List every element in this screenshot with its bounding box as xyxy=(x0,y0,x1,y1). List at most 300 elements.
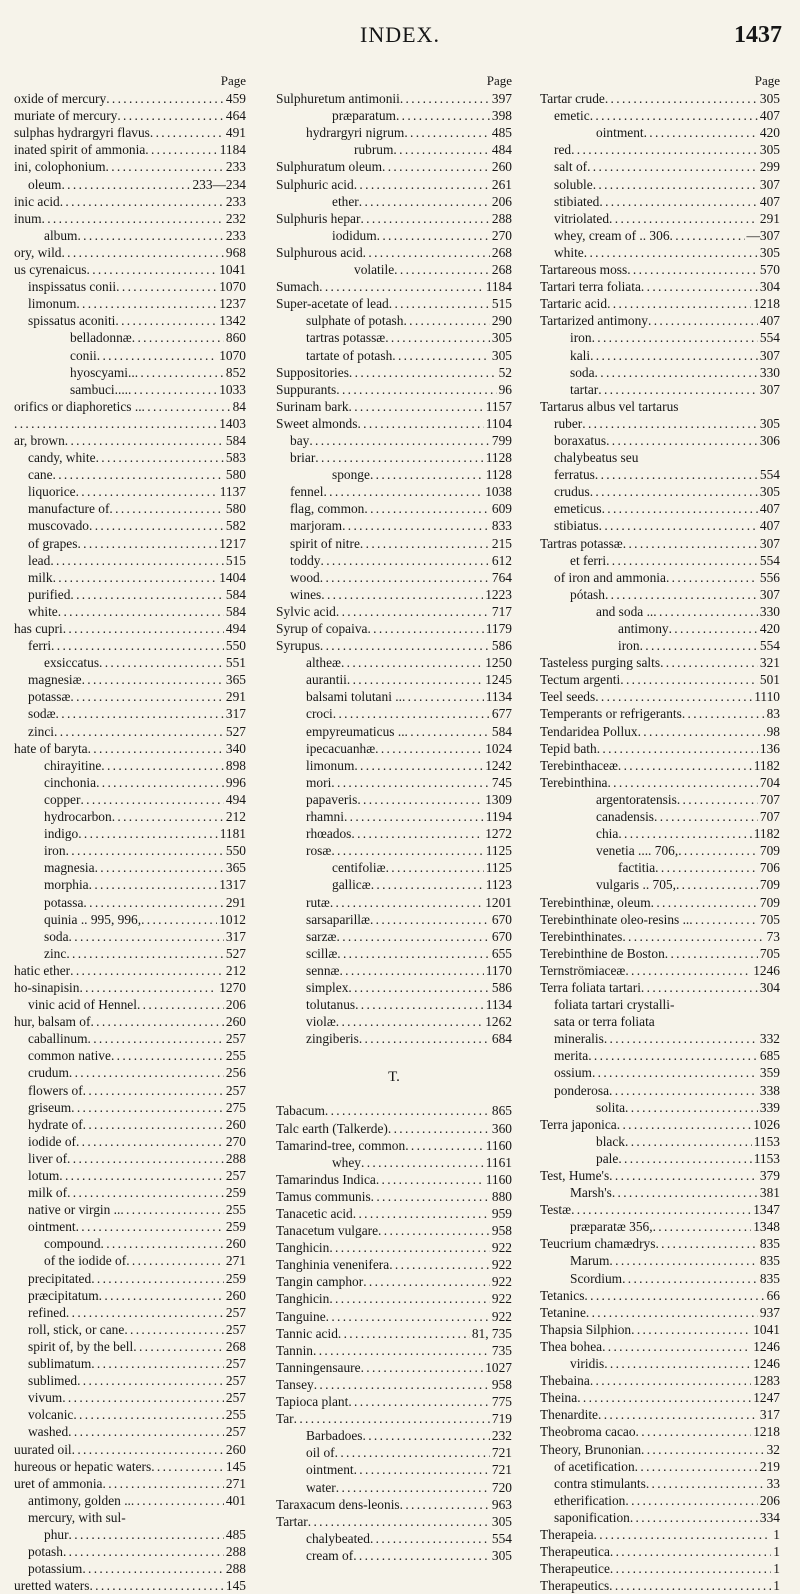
index-page-ref: 206 xyxy=(759,1492,780,1508)
leader-dots xyxy=(341,654,483,671)
index-term: tartar xyxy=(570,381,599,397)
index-entry xyxy=(276,1137,512,1154)
index-term: Scordium xyxy=(570,1270,623,1286)
index-page-ref: 365 xyxy=(225,860,246,876)
index-page-ref: 96 xyxy=(498,381,512,397)
leader-dots xyxy=(655,859,758,876)
index-entry xyxy=(14,1577,246,1594)
index-entry xyxy=(14,1389,246,1406)
index-entry xyxy=(14,1013,246,1030)
index-entry xyxy=(14,176,246,193)
index-term: croci xyxy=(306,706,333,722)
leader-dots xyxy=(403,312,489,329)
index-page-ref: 570 xyxy=(759,262,780,278)
leader-dots xyxy=(67,1150,224,1167)
index-entry xyxy=(276,415,512,432)
index-entry xyxy=(14,996,246,1013)
index-entry xyxy=(276,1273,512,1290)
index-term: and soda .. xyxy=(596,603,654,619)
index-entry xyxy=(276,312,512,329)
index-page-ref: 407 xyxy=(759,193,780,209)
index-page-ref: 257 xyxy=(225,1390,246,1406)
index-page-ref: 705 xyxy=(759,911,780,927)
index-page-ref xyxy=(638,449,640,466)
index-term: etherification xyxy=(554,1492,626,1508)
index-term: ferri xyxy=(28,638,52,654)
index-page-ref: 958 xyxy=(491,1223,512,1239)
index-page-ref xyxy=(126,1509,128,1526)
index-term: soluble xyxy=(554,176,593,192)
index-term: Tepid bath xyxy=(540,740,597,756)
index-page-ref: 833 xyxy=(491,518,512,534)
index-page-ref: 257 xyxy=(225,1356,246,1372)
index-term: Tartar crude xyxy=(540,91,605,107)
index-entry xyxy=(276,227,512,244)
index-term: Theory, Brunonian xyxy=(540,1441,642,1457)
index-entry xyxy=(540,1201,780,1218)
index-page-ref: 270 xyxy=(491,227,512,243)
index-entry xyxy=(540,962,780,979)
leader-dots xyxy=(609,1577,771,1594)
leader-dots xyxy=(120,1201,224,1218)
leader-dots xyxy=(150,124,224,141)
index-entry xyxy=(14,842,246,859)
index-term: Sylvic acid xyxy=(276,603,336,619)
index-entry xyxy=(276,1461,512,1478)
index-term: Tanghinia venenifera xyxy=(276,1257,390,1273)
leader-dots xyxy=(371,876,484,893)
index-entry xyxy=(540,107,780,124)
index-page-ref: 709 xyxy=(759,843,780,859)
leader-dots xyxy=(599,517,758,534)
index-term: Super-acetate of lead xyxy=(276,296,389,312)
leader-dots xyxy=(50,552,224,569)
index-entry xyxy=(14,141,246,158)
index-entry xyxy=(14,415,246,432)
index-term: foliata tartari crystalli- xyxy=(554,997,675,1013)
index-page-ref: 260 xyxy=(225,1014,246,1030)
leader-dots xyxy=(641,1441,765,1458)
index-entry xyxy=(14,1270,246,1287)
index-term: sodæ xyxy=(28,706,56,722)
leader-dots xyxy=(69,1526,224,1543)
leader-dots xyxy=(618,825,751,842)
index-page-ref: 257 xyxy=(225,1304,246,1320)
index-term: wood xyxy=(290,569,320,585)
index-term: Sumach xyxy=(276,279,320,295)
index-page-ref: 73 xyxy=(766,928,780,944)
index-term: Terebinthaceæ xyxy=(540,757,618,773)
index-term: Tartras potassæ xyxy=(540,535,623,551)
index-entry xyxy=(14,894,246,911)
index-entry xyxy=(276,603,512,620)
index-term: Tannin xyxy=(276,1342,313,1358)
index-page-ref: 709 xyxy=(759,894,780,910)
index-term: limonum xyxy=(306,757,355,773)
index-entry xyxy=(540,158,780,175)
leader-dots xyxy=(115,312,217,329)
index-term: indigo xyxy=(44,826,79,842)
leader-dots xyxy=(602,500,758,517)
index-term: gallicæ xyxy=(332,877,371,893)
index-page-ref: 705 xyxy=(759,945,780,961)
index-term: copper xyxy=(44,791,81,807)
leader-dots xyxy=(126,1252,224,1269)
index-entry xyxy=(276,1308,512,1325)
index-term: papaveris xyxy=(306,791,358,807)
index-entry xyxy=(540,364,780,381)
index-page-ref: 1237 xyxy=(219,296,246,312)
index-entry xyxy=(276,894,512,911)
leader-dots xyxy=(89,517,224,534)
leader-dots xyxy=(106,90,224,107)
index-term: flowers of xyxy=(28,1082,83,1098)
leader-dots xyxy=(625,1133,752,1150)
index-term: Sulphuratum oleum xyxy=(276,159,383,175)
index-term: candy, white xyxy=(28,450,96,466)
leader-dots xyxy=(137,996,224,1013)
index-page-ref: 1153 xyxy=(753,1150,780,1166)
index-term: lead xyxy=(28,552,51,568)
index-entry xyxy=(540,90,780,107)
leader-dots xyxy=(338,1325,470,1342)
index-entry xyxy=(276,705,512,722)
leader-dots xyxy=(66,842,224,859)
index-entry xyxy=(276,124,512,141)
index-page-ref: 291 xyxy=(225,689,246,705)
leader-dots xyxy=(584,244,758,261)
index-term: inic acid xyxy=(14,193,60,209)
leader-dots xyxy=(653,1218,752,1235)
index-page-ref: 407 xyxy=(759,501,780,517)
index-page-ref: 299 xyxy=(759,159,780,175)
index-term: Tanacetic acid xyxy=(276,1206,353,1221)
leader-dots xyxy=(348,979,490,996)
index-term: Terra japonica xyxy=(540,1116,617,1132)
index-page-ref: 764 xyxy=(491,569,512,585)
index-page-ref: 1347 xyxy=(753,1202,780,1218)
index-page-ref: 1134 xyxy=(485,997,512,1013)
index-term: mineralis xyxy=(554,1031,604,1047)
index-page-ref: 459 xyxy=(225,91,246,107)
leader-dots xyxy=(678,842,758,859)
index-page-ref: 584 xyxy=(225,432,246,448)
leader-dots xyxy=(83,1082,224,1099)
leader-dots xyxy=(294,1410,490,1427)
index-entry xyxy=(540,603,780,620)
index-entry xyxy=(276,1479,512,1496)
index-page-ref: 582 xyxy=(225,518,246,534)
page-column-label: Page xyxy=(754,73,780,88)
index-page-ref: 1242 xyxy=(485,757,512,773)
index-term: rosæ xyxy=(306,843,332,859)
leader-dots xyxy=(640,637,758,654)
index-page-ref: 365 xyxy=(225,672,246,688)
index-page-ref: 485 xyxy=(491,125,512,141)
index-page-ref: 612 xyxy=(491,552,512,568)
index-term: potassa xyxy=(44,894,84,910)
index-entry xyxy=(276,381,512,398)
index-page-ref: 271 xyxy=(225,1253,246,1269)
index-entry xyxy=(14,1458,246,1475)
index-term: Therapeutica xyxy=(540,1544,610,1560)
index-term: crudum xyxy=(28,1065,69,1081)
index-term: Tetanine xyxy=(540,1304,586,1320)
index-term: fennel xyxy=(290,484,324,500)
index-term: cinchonia xyxy=(44,774,97,790)
leader-dots xyxy=(361,1359,484,1376)
index-term: compound xyxy=(44,1236,101,1252)
index-term: milk xyxy=(28,569,53,585)
index-entry xyxy=(276,535,512,552)
index-page-ref: 655 xyxy=(491,945,512,961)
index-entry xyxy=(276,1013,512,1030)
leader-dots xyxy=(351,825,483,842)
leader-dots xyxy=(354,757,483,774)
index-entry xyxy=(276,483,512,500)
index-term: Sulphuretum antimonii xyxy=(276,91,400,107)
leader-dots xyxy=(82,671,224,688)
page-column-label: Page xyxy=(486,73,512,88)
leader-dots xyxy=(625,962,751,979)
index-term: uret of ammonia xyxy=(14,1475,103,1491)
leader-dots xyxy=(588,1047,758,1064)
index-entry xyxy=(540,586,780,603)
index-term: Therapeia xyxy=(540,1526,594,1542)
leader-dots xyxy=(635,1458,758,1475)
index-term: quinia .. 995, 996, xyxy=(44,911,142,927)
page-header xyxy=(0,22,800,52)
index-entry xyxy=(540,415,780,432)
index-page-ref: 922 xyxy=(491,1257,512,1273)
leader-dots xyxy=(329,1290,490,1307)
leader-dots xyxy=(653,603,758,620)
index-term: factitia xyxy=(618,860,656,876)
leader-dots xyxy=(378,1222,490,1239)
index-entry xyxy=(14,1116,246,1133)
leader-dots xyxy=(79,979,217,996)
index-term: whey xyxy=(332,1154,362,1170)
leader-dots xyxy=(363,1427,490,1444)
index-page-ref: 968 xyxy=(225,244,246,260)
leader-dots xyxy=(389,295,490,312)
leader-dots xyxy=(88,740,224,757)
index-term: tartras potassæ xyxy=(306,330,386,346)
index-term: of acetification xyxy=(554,1458,635,1474)
index-entry xyxy=(14,1201,246,1218)
leader-dots xyxy=(69,928,224,945)
leader-dots xyxy=(590,1372,751,1389)
index-entry xyxy=(276,808,512,825)
leader-dots xyxy=(42,210,224,227)
index-entry xyxy=(276,107,512,124)
index-page-ref: 1217 xyxy=(219,535,246,551)
index-entry xyxy=(276,176,512,193)
index-term: hydrargyri nigrum xyxy=(306,125,405,141)
leader-dots xyxy=(644,124,758,141)
index-entry xyxy=(14,671,246,688)
index-entry xyxy=(276,1444,512,1461)
leader-dots xyxy=(590,107,758,124)
index-entry xyxy=(540,1082,780,1099)
leader-dots xyxy=(89,876,218,893)
leader-dots xyxy=(625,1099,758,1116)
leader-dots xyxy=(151,1458,224,1475)
index-term: spirit of, by the bell xyxy=(28,1338,134,1354)
index-page-ref: 407 xyxy=(759,108,780,124)
index-page-ref: 233 xyxy=(225,193,246,209)
index-page-ref: 1123 xyxy=(485,877,512,893)
index-page-ref: 232 xyxy=(225,210,246,226)
leader-dots xyxy=(347,671,483,688)
index-page-ref: 332 xyxy=(759,1031,780,1047)
index-page-ref: 334 xyxy=(759,1509,780,1525)
index-page-ref: 1 xyxy=(773,1544,780,1560)
leader-dots xyxy=(592,1064,758,1081)
index-page-ref: 1125 xyxy=(485,843,512,859)
index-page-ref: 959 xyxy=(491,1206,512,1221)
index-entry xyxy=(540,979,780,996)
index-entry xyxy=(540,569,780,586)
index-entry xyxy=(14,791,246,808)
index-entry xyxy=(276,1205,512,1222)
index-term: water xyxy=(306,1479,336,1495)
index-term: vivum xyxy=(28,1390,63,1406)
index-term: muriate of mercury xyxy=(14,108,118,124)
leader-dots xyxy=(359,1030,490,1047)
index-entry xyxy=(14,1167,246,1184)
index-term: us cyrenaicus xyxy=(14,262,87,278)
index-term: rhamni xyxy=(306,809,344,825)
leader-dots xyxy=(77,227,223,244)
leader-dots xyxy=(666,569,758,586)
leader-dots xyxy=(353,1205,490,1222)
leader-dots xyxy=(400,1496,490,1513)
index-page-ref: 735 xyxy=(491,1342,512,1358)
index-page-ref: 485 xyxy=(225,1526,246,1542)
index-page-ref: 706 xyxy=(759,860,780,876)
index-page-ref: 860 xyxy=(225,330,246,346)
index-term: altheæ xyxy=(306,655,341,671)
leader-dots xyxy=(618,757,752,774)
index-page-ref: 257 xyxy=(225,1168,246,1183)
index-entry xyxy=(540,1441,780,1458)
index-page-ref: 257 xyxy=(225,1373,246,1389)
index-page-ref: 304 xyxy=(759,279,780,295)
index-term: chirayitine xyxy=(44,757,102,773)
index-entry xyxy=(14,329,246,346)
index-page-ref: 307 xyxy=(759,586,780,602)
index-term: hydrocarbon xyxy=(44,809,112,825)
index-page-ref: 268 xyxy=(225,1338,246,1354)
index-page-ref: 206 xyxy=(225,997,246,1013)
index-page-ref: 233—234 xyxy=(192,176,246,192)
index-entry xyxy=(14,569,246,586)
index-page-ref: 359 xyxy=(759,1065,780,1081)
index-entry xyxy=(540,791,780,808)
index-term: muscovado xyxy=(28,518,89,534)
leader-dots xyxy=(654,808,758,825)
leader-dots xyxy=(392,347,490,364)
index-page-ref: 996 xyxy=(225,774,246,790)
index-entry xyxy=(14,1338,246,1355)
index-entry xyxy=(14,1492,246,1509)
leader-dots xyxy=(337,928,490,945)
index-term: hydrate of xyxy=(28,1116,83,1132)
leader-dots xyxy=(14,415,217,432)
leader-dots xyxy=(326,1308,490,1325)
index-entry xyxy=(540,1167,780,1184)
index-term: soda xyxy=(570,364,595,380)
index-entry xyxy=(14,466,246,483)
index-entry xyxy=(540,1218,780,1235)
index-entry xyxy=(14,449,246,466)
index-entry xyxy=(540,1116,780,1133)
index-page-ref: 464 xyxy=(225,108,246,124)
index-entry xyxy=(540,1030,780,1047)
index-page-ref: 880 xyxy=(491,1188,512,1204)
index-page-ref: 1104 xyxy=(485,415,512,431)
leader-dots xyxy=(370,466,484,483)
index-term: ossium xyxy=(554,1065,592,1081)
leader-dots xyxy=(128,381,217,398)
leader-dots xyxy=(83,894,223,911)
index-entry xyxy=(540,552,780,569)
index-entry xyxy=(540,825,780,842)
leader-dots xyxy=(609,1082,758,1099)
leader-dots xyxy=(320,637,490,654)
index-term: centifoliæ xyxy=(332,860,386,876)
leader-dots xyxy=(617,1116,751,1133)
index-term: hureous or hepatic waters xyxy=(14,1458,152,1474)
index-term: iron xyxy=(44,843,66,859)
index-entry xyxy=(540,312,780,329)
index-entry xyxy=(540,1133,780,1150)
leader-dots xyxy=(375,740,483,757)
index-page-ref: 1160 xyxy=(485,1171,512,1187)
index-page-ref xyxy=(655,1013,657,1030)
index-term: Suppurants xyxy=(276,381,337,397)
index-page-ref: 1218 xyxy=(753,296,780,312)
index-entry xyxy=(14,1509,246,1526)
index-term: viridis xyxy=(570,1356,605,1372)
index-page-ref: 83 xyxy=(766,706,780,722)
index-term: caballinum xyxy=(28,1031,88,1047)
index-page-ref: 1223 xyxy=(485,586,512,602)
index-term: griseum xyxy=(28,1099,72,1115)
index-term: potash xyxy=(28,1544,63,1560)
leader-dots xyxy=(353,1547,490,1564)
index-entry xyxy=(14,107,246,124)
index-entry xyxy=(540,671,780,688)
index-term: tolutanus xyxy=(306,997,356,1013)
leader-dots xyxy=(142,398,231,415)
index-entry xyxy=(14,1150,246,1167)
index-page-ref: 215 xyxy=(491,535,512,551)
leader-dots xyxy=(70,962,224,979)
index-term: Thebaina xyxy=(540,1373,590,1389)
index-page-ref: 1250 xyxy=(485,655,512,671)
index-page-ref: 256 xyxy=(225,1065,246,1081)
index-entry xyxy=(14,381,246,398)
index-entry xyxy=(14,90,246,107)
index-entry xyxy=(14,928,246,945)
index-entry xyxy=(14,193,246,210)
index-term: rhœados xyxy=(306,826,352,842)
index-term: Tabacum xyxy=(276,1103,325,1119)
index-page-ref: 1 xyxy=(773,1561,780,1577)
index-page-ref: 583 xyxy=(225,450,246,466)
